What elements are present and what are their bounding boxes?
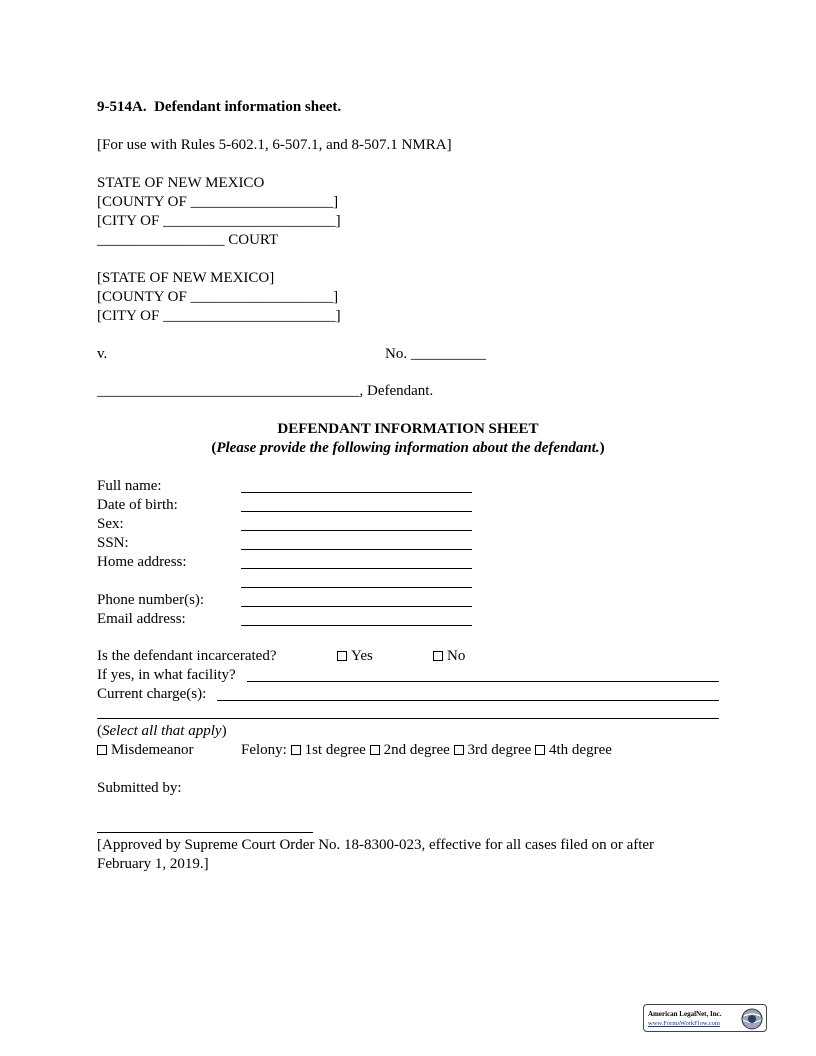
form-heading: 9-514A. Defendant information sheet. bbox=[97, 99, 342, 115]
form-subtitle bbox=[0, 439, 816, 458]
charges-field-2[interactable] bbox=[97, 718, 719, 719]
phone-field[interactable] bbox=[241, 606, 472, 607]
rule-note: [For use with Rules 5-602.1, 6-507.1, and 8-507.1 NMRA] bbox=[97, 137, 452, 153]
yes-label: Yes bbox=[351, 648, 373, 664]
globe-icon bbox=[740, 1007, 764, 1031]
charges-label: Current charge(s): bbox=[97, 686, 207, 702]
email-field[interactable] bbox=[241, 625, 472, 626]
dob-label: Date of birth: bbox=[97, 497, 178, 513]
degree-4-checkbox[interactable] bbox=[535, 745, 545, 755]
sex-field[interactable] bbox=[241, 530, 472, 531]
submitted-by-label: Submitted by: bbox=[97, 780, 182, 796]
approval-line-1: [Approved by Supreme Court Order No. 18-8300-023, effective for all cases filed on or after bbox=[97, 837, 655, 853]
subtitle-text: Please provide the following information about the defendant. bbox=[216, 440, 600, 456]
facility-field[interactable] bbox=[247, 681, 719, 682]
defendant-line: ___________________________________, Defendant. bbox=[97, 383, 434, 399]
degree-4-label: 4th degree bbox=[549, 742, 612, 758]
misdemeanor-checkbox[interactable] bbox=[97, 745, 107, 755]
degree-1-checkbox[interactable] bbox=[291, 745, 301, 755]
dob-field[interactable] bbox=[241, 511, 472, 512]
felony-group bbox=[241, 741, 612, 760]
no-checkbox[interactable] bbox=[433, 651, 443, 661]
charges-field[interactable] bbox=[217, 700, 719, 701]
full-name-label: Full name: bbox=[97, 478, 162, 494]
home-address-field[interactable] bbox=[241, 568, 472, 569]
incarcerated-question: Is the defendant incarcerated? bbox=[97, 648, 277, 664]
logo-url[interactable]: www.FormsWorkFlow.com bbox=[648, 1020, 720, 1027]
home-address-field-2[interactable] bbox=[241, 587, 472, 588]
ssn-field[interactable] bbox=[241, 549, 472, 550]
case-number: No. __________ bbox=[385, 346, 486, 362]
signature-line[interactable] bbox=[97, 832, 313, 833]
select-close: ) bbox=[221, 723, 227, 739]
caption-court: _________________ COURT bbox=[97, 232, 279, 248]
sex-label: Sex: bbox=[97, 516, 124, 532]
degree-1-label: 1st degree bbox=[304, 742, 366, 758]
subtitle-close: ) bbox=[599, 440, 605, 456]
subtitle-open: ( bbox=[211, 440, 217, 456]
misdemeanor-option[interactable] bbox=[97, 741, 193, 760]
caption-city: [CITY OF _______________________] bbox=[97, 213, 341, 229]
no-label: No bbox=[447, 648, 466, 664]
felony-label: Felony: bbox=[241, 742, 287, 758]
degree-3-label: 3rd degree bbox=[467, 742, 532, 758]
misdemeanor-label: Misdemeanor bbox=[111, 742, 194, 758]
no-option[interactable] bbox=[433, 647, 465, 666]
select-note bbox=[97, 722, 227, 741]
approval-line-2: February 1, 2019.] bbox=[97, 856, 209, 872]
caption-county: [COUNTY OF ___________________] bbox=[97, 194, 339, 210]
logo-company: American LegalNet, Inc. bbox=[648, 1010, 722, 1018]
email-label: Email address: bbox=[97, 611, 186, 627]
caption2-city: [CITY OF _______________________] bbox=[97, 308, 341, 324]
facility-label: If yes, in what facility? bbox=[97, 667, 236, 683]
form-title: DEFENDANT INFORMATION SHEET bbox=[277, 421, 539, 437]
degree-3-checkbox[interactable] bbox=[454, 745, 464, 755]
full-name-field[interactable] bbox=[241, 492, 472, 493]
yes-option[interactable] bbox=[337, 647, 373, 666]
american-legalnet-logo[interactable] bbox=[643, 1004, 767, 1032]
phone-label: Phone number(s): bbox=[97, 592, 205, 608]
home-address-label: Home address: bbox=[97, 554, 187, 570]
degree-2-checkbox[interactable] bbox=[370, 745, 380, 755]
versus: v. bbox=[97, 346, 108, 362]
degree-2-label: 2nd degree bbox=[383, 742, 450, 758]
caption-state: STATE OF NEW MEXICO bbox=[97, 175, 265, 191]
select-open: ( bbox=[97, 723, 102, 739]
ssn-label: SSN: bbox=[97, 535, 129, 551]
caption2-state: [STATE OF NEW MEXICO] bbox=[97, 270, 275, 286]
yes-checkbox[interactable] bbox=[337, 651, 347, 661]
select-text: Select all that apply bbox=[102, 723, 222, 739]
caption2-county: [COUNTY OF ___________________] bbox=[97, 289, 339, 305]
